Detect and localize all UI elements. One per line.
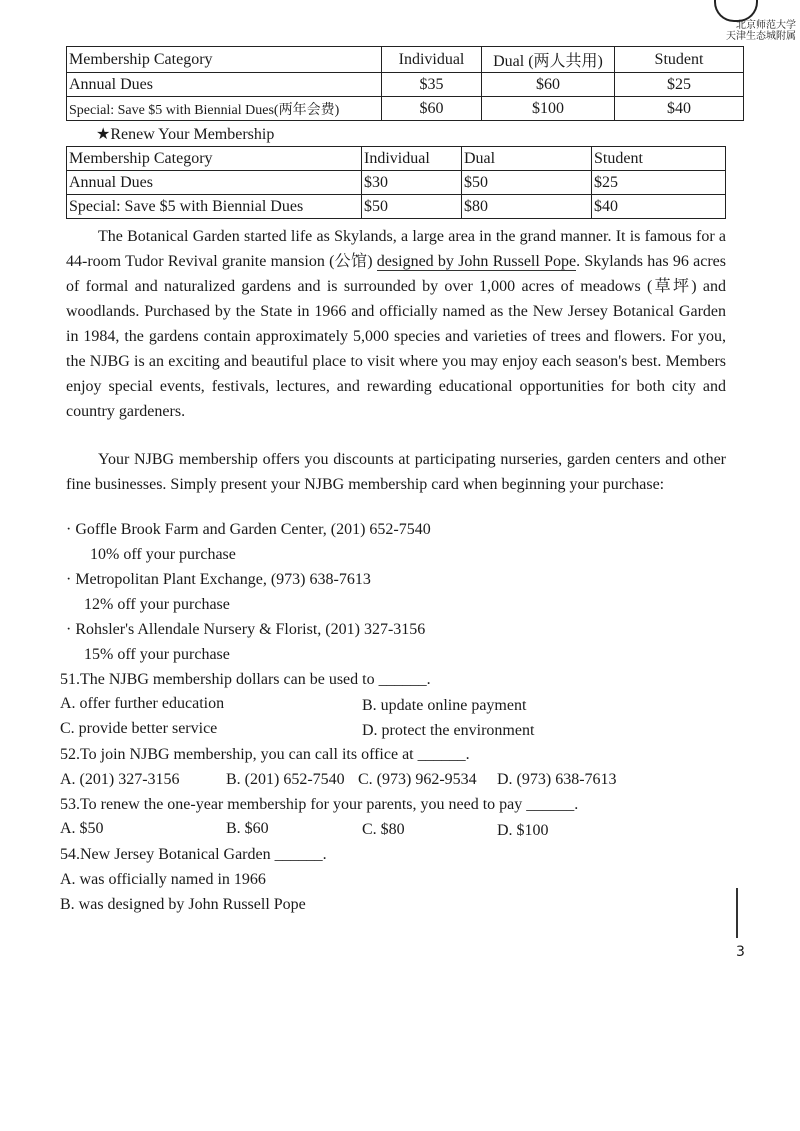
paragraph-history — [66, 224, 726, 424]
table-cell: $40 — [615, 97, 744, 121]
question-53-option-c: C. $80 — [362, 821, 405, 838]
question-51-option-a: A. offer further education — [60, 695, 225, 712]
business-name: · Metropolitan Plant Exchange, (973) 638-7613 — [66, 571, 371, 588]
logo-caption-line1: 北京师范大学 — [736, 20, 796, 31]
paragraph-history-part1: The Botanical Garden started life as Skylands, a large area in the grand manner. It is famous for a 44-room Tudor Revival granite mansion (公馆) — [66, 228, 726, 270]
page-number: 3 — [736, 944, 745, 960]
paragraph-discounts: Your NJBG membership offers you discounts at participating nurseries, garden centers and other fine businesses. Simply present your NJBG membership card when beginning your purchase: — [66, 451, 726, 493]
table-cell: Special: Save $5 with Biennial Dues — [67, 195, 362, 219]
question-53-stem: 53.To renew the one-year membership for your parents, you need to pay ______. — [60, 796, 579, 813]
business-name: · Rohsler's Allendale Nursery & Florist, (201) 327-3156 — [66, 621, 426, 638]
business-discount: 10% off your purchase — [90, 546, 236, 563]
question-53-option-b: B. $60 — [226, 820, 269, 837]
table-cell: Dual (两人共用) — [482, 47, 615, 73]
question-52-stem: 52.To join NJBG membership, you can call its office at ______. — [60, 746, 470, 763]
table-cell: $60 — [382, 97, 482, 121]
question-51-option-c: C. provide better service — [60, 720, 218, 737]
table-cell: Membership Category — [67, 147, 362, 171]
table-cell: Student — [592, 147, 726, 171]
table-cell: $35 — [382, 73, 482, 97]
table-cell: $50 — [362, 195, 462, 219]
table-row — [67, 97, 744, 121]
table-cell: $25 — [615, 73, 744, 97]
table-cell: $80 — [462, 195, 592, 219]
table-cell: $50 — [462, 171, 592, 195]
table-cell: $60 — [482, 73, 615, 97]
table-cell: Student — [615, 47, 744, 73]
paragraph-history-part2: . Skylands has 96 acres of formal and naturalized gardens and is surrounded by over 1,000 acres of meadows (草坪) and woodlands. Purchased by the State in 1966 and officially named as the New Jersey Botanical Garden in 1984, the gardens contain approximately 5,000 species and varieties of trees and flowers. For you, the NJBG is an exciting and beautiful place to visit where you may enjoy each season's best. Members enjoy special events, festivals, lectures, and rewarding educational opportunities for both city and country gardeners. — [66, 253, 726, 420]
table-cell: $30 — [362, 171, 462, 195]
margin-mark — [736, 888, 738, 938]
renew-membership-table — [66, 146, 726, 219]
renew-heading: ★Renew Your Membership — [96, 126, 275, 143]
table-cell: Individual — [362, 147, 462, 171]
logo-caption-line2: 天津生态城附属 — [726, 31, 796, 42]
question-54-option-b: B. was designed by John Russell Pope — [60, 896, 306, 913]
business-discount: 15% off your purchase — [84, 646, 230, 663]
table-row — [67, 195, 726, 219]
table-cell: Individual — [382, 47, 482, 73]
business-discount: 12% off your purchase — [84, 596, 230, 613]
table-header-row — [67, 47, 744, 73]
table-cell: Annual Dues — [67, 73, 382, 97]
underlined-phrase: designed by John Russell Pope — [376, 253, 577, 270]
question-51-option-b: B. update online payment — [362, 697, 527, 714]
table-row — [67, 171, 726, 195]
school-logo — [714, 0, 758, 22]
question-52-option-b: B. (201) 652-7540 — [226, 771, 345, 788]
business-name: · Goffle Brook Farm and Garden Center, (201) 652-7540 — [66, 521, 431, 538]
table-cell: Dual — [462, 147, 592, 171]
question-54-stem: 54.New Jersey Botanical Garden ______. — [60, 846, 327, 863]
question-52-option-a: A. (201) 327-3156 — [60, 771, 180, 788]
question-54-option-a: A. was officially named in 1966 — [60, 871, 266, 888]
school-logo-caption — [726, 20, 796, 42]
question-52-option-d: D. (973) 638-7613 — [497, 771, 617, 788]
table-header-row — [67, 147, 726, 171]
table-row — [67, 73, 744, 97]
question-53-option-a: A. $50 — [60, 820, 104, 837]
table-cell: $40 — [592, 195, 726, 219]
table-cell: $100 — [482, 97, 615, 121]
question-51-stem: 51.The NJBG membership dollars can be used to ______. — [60, 671, 431, 688]
question-52-option-c: C. (973) 962-9534 — [358, 771, 477, 788]
join-membership-table — [66, 46, 744, 121]
table-cell: $25 — [592, 171, 726, 195]
question-51-option-d: D. protect the environment — [362, 722, 535, 739]
question-53-option-d: D. $100 — [497, 822, 549, 839]
table-cell: Membership Category — [67, 47, 382, 73]
table-cell: Special: Save $5 with Biennial Dues(两年会费) — [67, 97, 382, 121]
table-cell: Annual Dues — [67, 171, 362, 195]
